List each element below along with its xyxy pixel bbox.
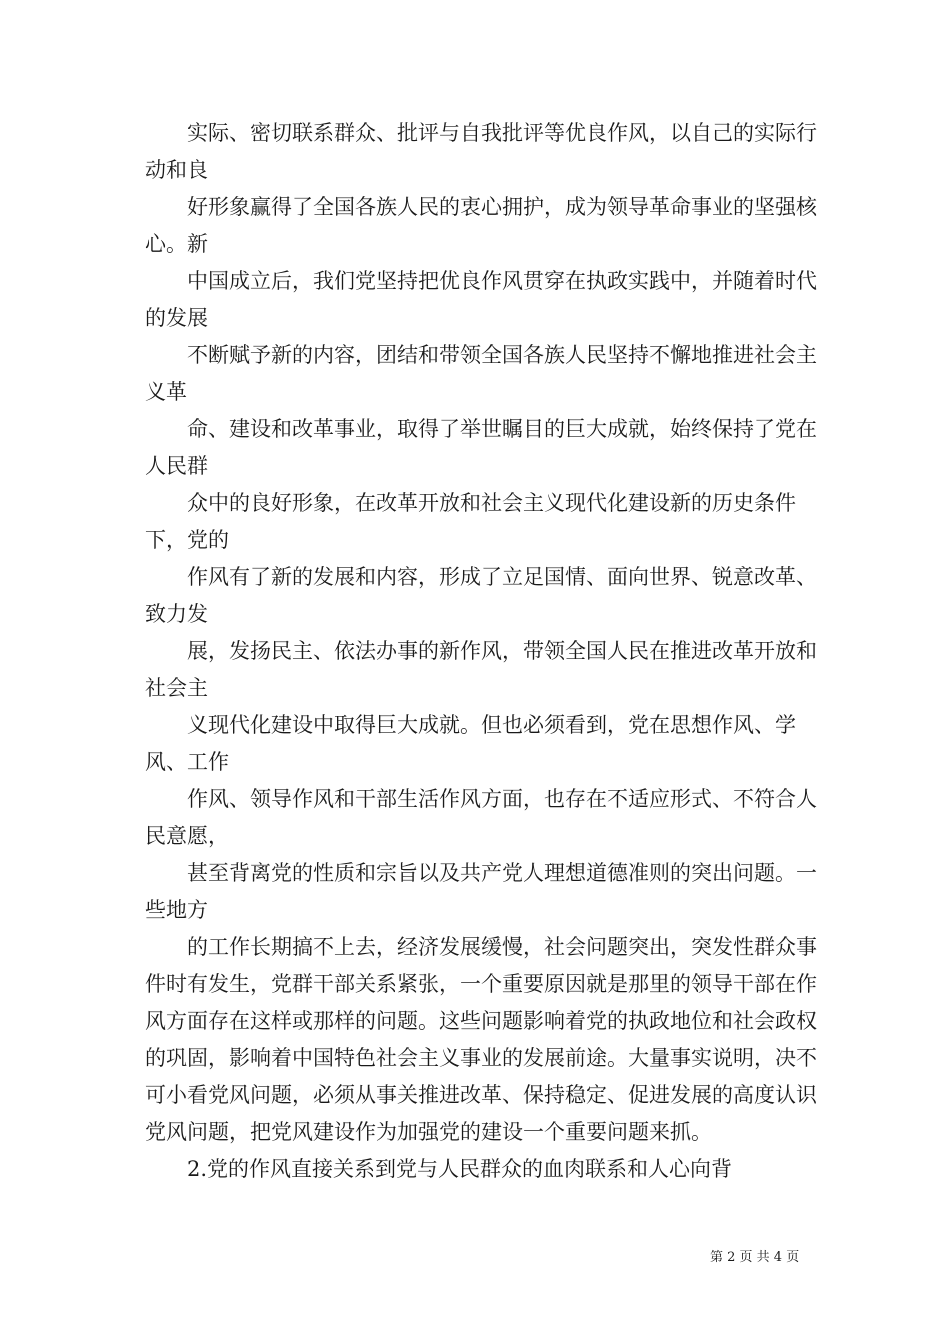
paragraph: 命、建设和改革事业，取得了举世瞩目的巨大成就，始终保持了党在人民群 [145, 417, 817, 478]
paragraph: 不断赋予新的内容，团结和带领全国各族人民坚持不懈地推进社会主义革 [145, 343, 817, 404]
paragraph: 2.党的作风直接关系到党与人民群众的血肉联系和人心向背 [187, 1157, 733, 1181]
paragraph: 甚至背离党的性质和宗旨以及共产党人理想道德准则的突出问题。一些地方 [145, 861, 817, 922]
paragraph: 作风、领导作风和干部生活作风方面，也存在不适应形式、不符合人民意愿， [145, 787, 817, 848]
body-text [145, 115, 825, 1188]
page-number: 第 2 页 共 4 页 [710, 1250, 800, 1265]
paragraph: 实际、密切联系群众、批评与自我批评等优良作风，以自己的实际行动和良 [145, 121, 817, 182]
paragraph: 中国成立后，我们党坚持把优良作风贯穿在执政实践中，并随着时代的发展 [145, 269, 817, 330]
paragraph: 的工作长期搞不上去，经济发展缓慢，社会问题突出，突发性群众事件时有发生，党群干部关系紧张，一个重要原因就是那里的领导干部在作风方面存在这样或那样的问题。这些问题影响着党的执政地位和社会政权的巩固，影响着中国特色社会主义事业的发展前途。大量事实说明，决不可小看党风问题，必须从事关推进改革、保持稳定、促进发展的高度认识党风问题，把党风建设作为加强党的建设一个重要问题来抓。 [145, 935, 817, 1144]
paragraph: 展，发扬民主、依法办事的新作风，带领全国人民在推进改革开放和社会主 [145, 639, 817, 700]
paragraph: 好形象赢得了全国各族人民的衷心拥护，成为领导革命事业的坚强核心。新 [145, 195, 817, 256]
paragraph: 众中的良好形象，在改革开放和社会主义现代化建设新的历史条件下，党的 [145, 491, 796, 552]
paragraph: 作风有了新的发展和内容，形成了立足国情、面向世界、锐意改革、致力发 [145, 565, 817, 626]
paragraph: 义现代化建设中取得巨大成就。但也必须看到，党在思想作风、学风、工作 [145, 713, 796, 774]
